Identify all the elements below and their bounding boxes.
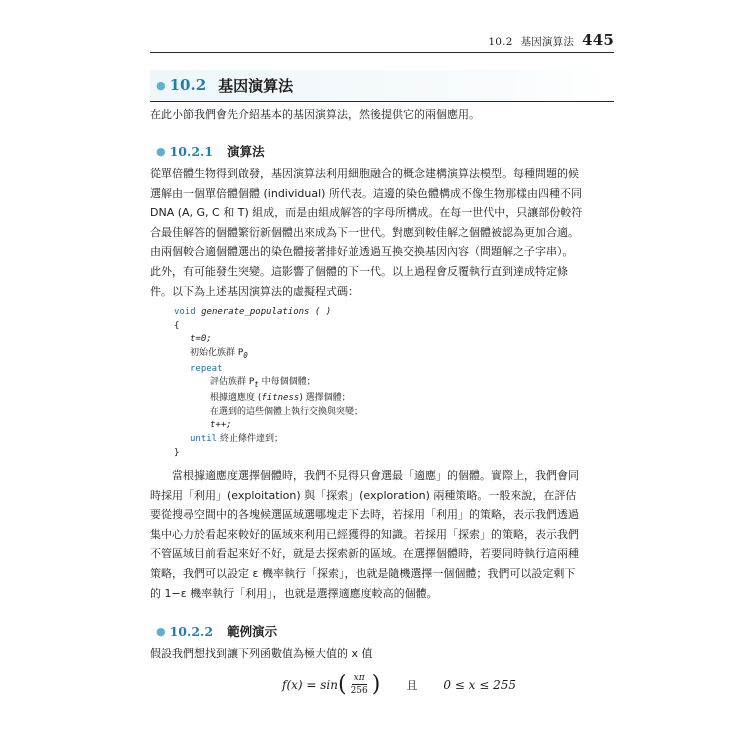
fraction [349, 672, 370, 697]
bullet-icon: ● [156, 78, 166, 92]
bullet-icon: ● [156, 144, 166, 158]
right-paren: ) [371, 671, 381, 697]
objective-equation [282, 672, 516, 697]
text-line: 件。以下為上述基因演算法的虛擬程式碼： [150, 284, 359, 298]
section-rule [150, 101, 614, 102]
code-line: 評估族群 $P_t$ 中每個個體； [210, 377, 316, 390]
section-number: 10.2 [169, 76, 207, 94]
subsection-title: 範例演示 [227, 624, 278, 639]
text-line: 的 1−ε 機率執行「利用」，也就是選擇適應度較高的個體。 [150, 586, 438, 600]
text-line: 由兩個較合適個體選出的染色體接著排好並透過互換交換基因內容（問題解之子字串）。 [150, 245, 574, 259]
fraction-denominator: 256 [350, 686, 368, 696]
text-line: 集中心力於看起來較好的區域來利用已經獲得的知識。若採用「探索」的策略，表示我們 [150, 527, 579, 541]
section-title: 基因演算法 [218, 76, 294, 95]
code-line: 根據適應度 (fitness) 選擇個體； [210, 392, 351, 403]
text-line: 時採用「利用」(exploitation) 與「探索」(exploration) 兩種策略。一般來說，在評估 [150, 488, 577, 502]
text-line: 合最佳解答的個體繁衍新個體出來成為下一世代。對應到較佳解之個體被認為更加合適。 [150, 225, 579, 239]
text-line: 不管區域目前看起來好不好，就是去探索新的區域。在選擇個體時，若要同時執行這兩種 [150, 547, 579, 561]
text-line: 要從搜尋空間中的各塊候選區域選哪塊走下去時，若採用「利用」的策略，表示我們透過 [150, 508, 579, 522]
code-line: t=0; [190, 334, 212, 345]
subsection-heading-example [150, 620, 277, 642]
header-section-number: 10.2 [488, 36, 513, 48]
subsection-number: 10.2.1 [169, 143, 214, 159]
strategy-paragraph [150, 466, 615, 603]
code-line: } [174, 447, 180, 458]
text-line: 當根據適應度選擇個體時，我們不見得只會選最「適應」的個體。實際上，我們會同 [172, 469, 579, 482]
code-line: t++; [210, 420, 232, 431]
running-header [488, 31, 614, 49]
fraction-numerator: xπ [353, 673, 365, 683]
text-line: DNA (A, G, C 和 T) 組成，而是由組成解答的字母所構成。在每一世代中，只讓部份較符 [150, 206, 583, 220]
text-line: 策略，我們可以設定 ε 機率執行「探索」，也就是隨機選擇一個個體；我們可以設定剩下 [150, 566, 576, 580]
left-paren: ( [337, 671, 347, 697]
code-line: until 終止條件達到； [190, 433, 283, 444]
header-section-title: 基因演算法 [520, 36, 575, 48]
equation-conjunction: 且 [406, 678, 418, 692]
header-rule [150, 52, 614, 53]
subsection-title: 演算法 [227, 144, 265, 159]
text-line: 從單倍體生物得到啟發，基因演算法利用細胞融合的概念建構演算法模型。每種問題的候 [150, 167, 579, 180]
equation-range: 0 ≤ x ≤ 255 [443, 677, 517, 692]
code-line: { [174, 320, 180, 331]
example-intro: 假設我們想找到讓下列函數值為極大值的 x 值 [150, 647, 373, 660]
algorithm-paragraph [150, 164, 615, 301]
pseudocode-block [174, 306, 363, 460]
bullet-icon: ● [156, 624, 166, 638]
code-line: repeat [190, 363, 223, 374]
section-intro: 在此小節我們會先介紹基本的基因演算法，然後提供它的兩個應用。 [150, 108, 480, 121]
subsection-number: 10.2.2 [169, 623, 214, 639]
code-line: 在選到的這些個體上執行交換與突變； [210, 406, 364, 417]
code-line: 初始化族群 $P_0$ [190, 348, 248, 360]
page-number: 445 [582, 31, 614, 49]
text-line: 選解由一個單倍體個體 (individual) 所代表。這邊的染色體構成不像生物那樣由四種不同 [150, 186, 582, 200]
subsection-heading-algorithm [150, 140, 265, 162]
code-line: void generate_populations ( ) [174, 307, 332, 317]
section-heading [150, 70, 614, 100]
equation-lhs: f(x) = sin [282, 677, 338, 692]
text-line: 此外，有可能發生突變。這影響了個體的下一代。以上過程會反覆執行直到達成特定條 [150, 264, 568, 278]
